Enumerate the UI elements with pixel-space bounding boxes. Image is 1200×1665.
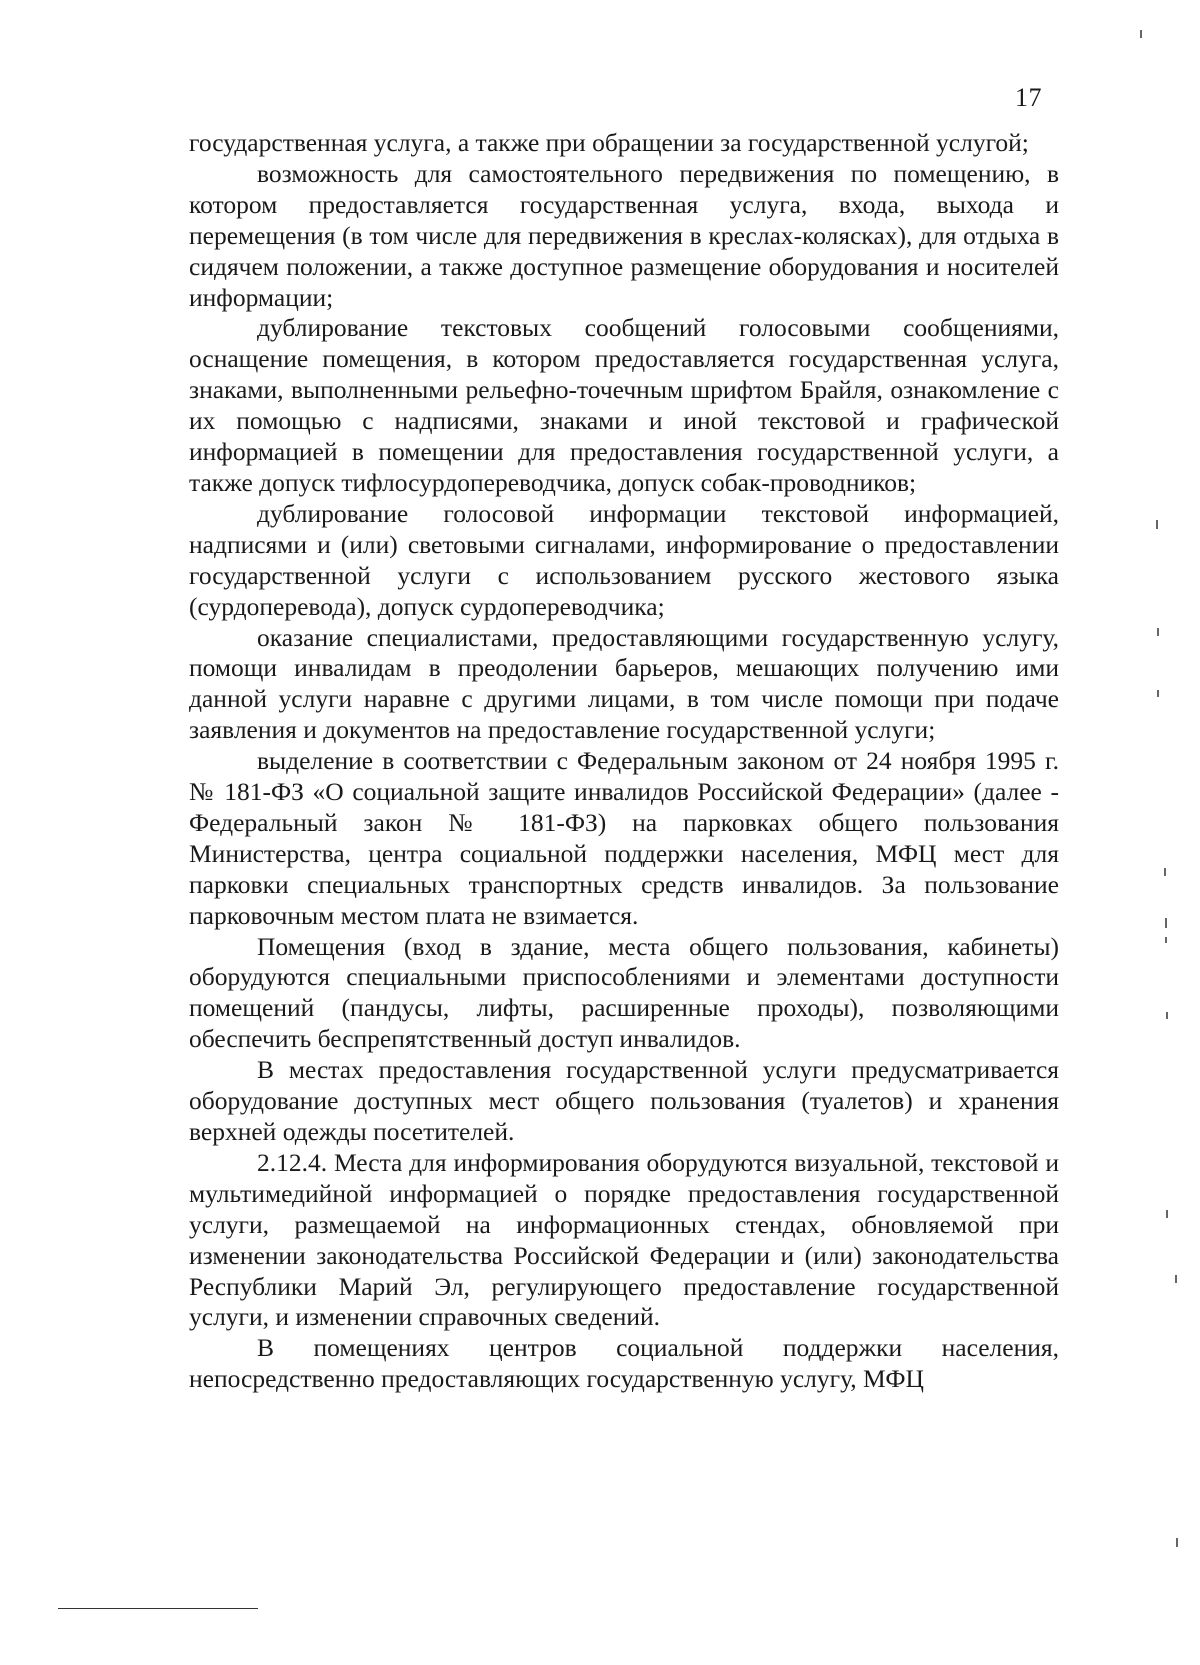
scan-artifact-mark	[1164, 868, 1166, 876]
scan-artifact-mark	[1157, 690, 1159, 697]
scan-artifact-mark	[1165, 918, 1167, 928]
paragraph: государственная услуга, а также при обращении за государственной услугой;	[189, 128, 1029, 157]
paragraph: В помещениях центров социальной поддержки населения, непосредственно предоставляющих государственную услугу, МФЦ	[189, 1333, 1059, 1394]
scan-artifact-mark	[1175, 1275, 1177, 1283]
footnote-separator-line	[58, 1608, 258, 1609]
scan-artifact-mark	[1156, 520, 1158, 529]
paragraph: выделение в соответствии с Федеральным законом от 24 ноября 1995 г. № 181-ФЗ «О социальной защите инвалидов Российской Федерации» (далее - Федеральный закон № 181-ФЗ) на парковках общего пользования Министерства, центра социальной поддержки населения, МФЦ мест для парковки специальных транспортных средств инвалидов. За пользование парковочным местом плата не взимается.	[189, 746, 1059, 930]
paragraph: возможность для самостоятельного передвижения по помещению, в котором предоставляется государственная услуга, входа, выхода и перемещения (в том числе для передвижения в креслах-колясках), для отдыха в сидячем положении, а также доступное размещение оборудования и носителей информации;	[189, 158, 1059, 312]
page-number: 17	[1015, 83, 1042, 112]
scan-artifact-mark	[1140, 30, 1142, 38]
paragraph: оказание специалистами, предоставляющими государственную услугу, помощи инвалидам в преодолении барьеров, мешающих получению ими данной услуги наравне с другими лицами, в том числе помощи при подаче заявления и документов на предоставление государственной услуги;	[189, 622, 1059, 745]
scan-artifact-mark	[1157, 628, 1159, 636]
paragraph: дублирование голосовой информации текстовой информацией, надписями и (или) световыми сигналами, информирование о предоставлении государственной услуги с использованием русского жестового языка (сурдоперевода), допуск сурдопереводчика;	[189, 498, 1059, 621]
scan-artifact-mark	[1165, 937, 1167, 943]
scan-artifact-mark	[1176, 1538, 1178, 1547]
paragraph: дублирование текстовых сообщений голосовыми сообщениями, оснащение помещения, в котором предоставляется государственная услуга, знаками, выполненными рельефно-точечным шрифтом Брайля, ознакомление с их помощью с надписями, знаками и иной текстовой и графической информацией в помещении для предоставления государственной услуги, а также допуск тифлосурдопереводчика, допуск собак-проводников;	[189, 313, 1059, 497]
body-text	[189, 128, 1059, 1395]
scan-artifact-mark	[1166, 1210, 1168, 1218]
paragraph: 2.12.4. Места для информирования оборудуются визуальной, текстовой и мультимедийной информацией о порядке предоставления государственной услуги, размещаемой на информационных стендах, обновляемой при изменении законодательства Российской Федерации и (или) законодательства Республики Марий Эл, регулирующего предоставление государственной услуги, и изменении справочных сведений.	[189, 1147, 1059, 1332]
paragraph: Помещения (вход в здание, места общего пользования, кабинеты) оборудуются специальными приспособлениями и элементами доступности помещений (пандусы, лифты, расширенные проходы), позволяющими обеспечить беспрепятственный доступ инвалидов.	[189, 931, 1059, 1054]
scan-artifact-mark	[1166, 1012, 1168, 1019]
paragraph: В местах предоставления государственной услуги предусматривается оборудование доступных мест общего пользования (туалетов) и хранения верхней одежды посетителей.	[189, 1055, 1059, 1146]
